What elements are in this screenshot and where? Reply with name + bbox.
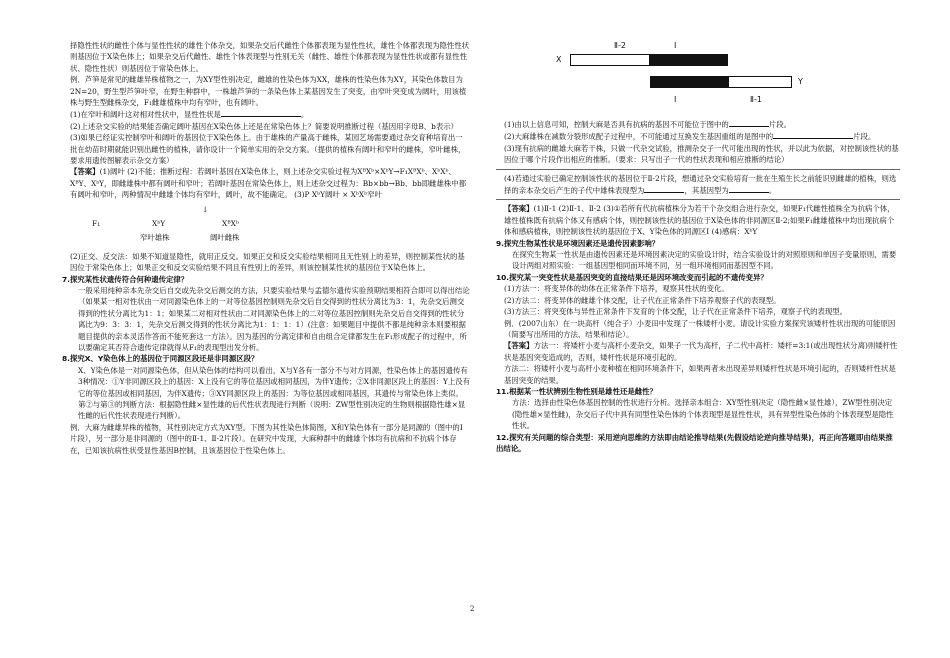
answer-blank bbox=[644, 184, 684, 193]
segment-ii1-label: Ⅱ-1 bbox=[750, 95, 762, 104]
question-1: (1)在窄叶和阔叶这对相对性状中，显性性状是 。 bbox=[70, 110, 309, 120]
x-chromosome-ii2-segment bbox=[570, 54, 650, 66]
answer-blank bbox=[729, 118, 769, 127]
f1-genotype-female: XᴮXᵇ bbox=[222, 218, 239, 228]
segment-i-top-label: I bbox=[674, 41, 677, 50]
answer-blank bbox=[773, 130, 853, 139]
answer-blank bbox=[221, 108, 301, 117]
question-1: (1)由以上信息可知，控制大麻是否具有抗病的基因不可能位于图中的 片段。 bbox=[504, 120, 791, 129]
divider bbox=[496, 169, 900, 170]
example-question-2: 例．大麻为雌雄异株的植物，其性别决定方式为XY型。下图为其性染色体简图，X和Y染色体有一部分是同源的（图中的I片段），另一部分是非同源的（图中的Ⅱ-1、Ⅱ-2片段）。在研究中发现，大麻种群中的雌雄个体均有抗病和不抗病个体存在，已知该抗病性状受显性基因B控制，且该基因位于性染色体上。 bbox=[70, 422, 463, 455]
page-number: 2 bbox=[470, 605, 475, 613]
paragraph: (2)正交、反交法：如果不知道显隐性，就用正反交。如果正交和反交实验结果相同且无性别上的差异，则控制某性状的基因位于常染色体上；如果正交和反交实验结果不同且有性别上的差异，则该控制某性状的基因位于X染色体上。 bbox=[70, 251, 465, 273]
cross-arrow: ↓ bbox=[202, 204, 209, 214]
genetic-diagram bbox=[62, 204, 470, 248]
section-10-title: 10.探究某一突变性状是基因突变的直接结果还是因环境改变而引起的不遗传变异？ bbox=[496, 272, 768, 282]
section-11-title: 11.根据某一性状辨别生物性别是雄性还是雌性？ bbox=[496, 386, 657, 396]
section-12-title: 12.探究有关问题的综合类型：采用逆向思维的方法即由结论推导结果(先假设结论逆向推导结果)，再正向答题即由结果推出结论。 bbox=[496, 432, 893, 453]
f1-label: F₁ bbox=[92, 218, 101, 228]
left-column bbox=[62, 40, 470, 456]
answer-block: 【答案】方法一：将矮杆小麦与高杆小麦杂交，如果子一代为高杆，子二代中高杆：矮杆=3:1(或出现性状分离)则矮杆性状是基因突变造成的，否则，矮杆性状是环境引起的。 bbox=[504, 341, 898, 362]
answer-label: 【答案】 bbox=[70, 167, 100, 177]
chromosome-diagram bbox=[496, 40, 900, 118]
divider bbox=[496, 199, 900, 200]
f1-phenotype-female: 阔叶雌株 bbox=[210, 232, 240, 242]
y-chromosome-ii1-segment bbox=[728, 76, 792, 88]
method-3: (3)方法三：将突变体与异性正常条件下发育的个体交配，让子代在正常条件下培养，观察子代的表现型。 bbox=[504, 307, 848, 317]
question-2: (2)大麻雄株在减数分裂形成配子过程中，不可能通过互换发生基因重组的是图中的 片段。 bbox=[504, 132, 876, 142]
section-7-body: 一般采用纯种亲本先杂交后自交或先杂交后测交的方法，只要实验结果与孟德尔遗传实验预期结果相符合即可以得出结论（如果某一相对性状由一对同源染色体上的一对等位基因控制则先杂交后自交得到的性状分离比为3：1，先杂交后测交得到的性状分离比为1：1；如果某二对相对性状由二对同源染色体上的二对等位基因控制则先杂交后自交得到的性状分离比为9：3：3：1，先杂交后测交得到的性状分离比为1：1：1：1）(注意：如果题目中提供不都是纯种亲本则要根据题目提供的亲本灵活作答而不能死套这一方法）。因为基因的分离定律和自由组合定律都发生在F₁形成配子的过程中，所以要确定其否符合遗传定律就得从F₁的表现型出发分析。 bbox=[78, 285, 470, 352]
y-chromosome-i-segment bbox=[650, 76, 728, 88]
answer-label: 【答案】 bbox=[504, 204, 534, 214]
segment-ii2-label: Ⅱ-2 bbox=[614, 41, 626, 50]
section-7-title: 7.探究某性状遗传符合何种遗传定律？ bbox=[62, 274, 189, 284]
section-11-body: 方法：选择由性染色体基因控制的性状进行分析。选择亲本组合：XY型性别决定（隐性雌×显性雄），ZW型性别决定(隐性雄×显性雌)，杂交后子代中具有同型性染色体的个体表现型是显性性状，具有异型性染色体的个体表现型是隐性性状。 bbox=[512, 398, 894, 431]
answer-method-2: 方法二：将矮杆小麦与高杆小麦种植在相同环境条件下，如果两者未出现差异则矮杆性状是环境引起的，否则矮杆性状是基因突变的结果。 bbox=[504, 364, 896, 385]
y-chromosome-label: Y bbox=[798, 77, 803, 86]
method-1: (1)方法一：将变异体的幼体在正常条件下培养，观察其性状的变化。 bbox=[504, 284, 729, 294]
x-chromosome-i-segment bbox=[650, 54, 728, 66]
question-2: (2)上述杂交实验的结果能否确定阔叶基因在X染色体上还是在常染色体上？简要说明推断过程（基因用字母B、b表示） bbox=[70, 121, 459, 131]
section-8-title: 8.探究X、Y染色体上的基因位于同源区段还是非同源区段？ bbox=[62, 354, 259, 364]
section-9-body: 在探究生物某一性状是由遗传因素还是环境因素决定的实验设计时，结合实验设计的对照原则和单因子变量原则，需要设计两组对照实验：一组基因型相同而环境不同，另一组环境相同而基因型不同。 bbox=[512, 250, 897, 271]
question-3: (3)现有抗病的雌雄大麻若干株，只做一代杂交试验，推测杂交子一代可能出现的性状，并以此为依据，对控制该性状的基因位于哪个片段作出相应的推断。（要求：只写出子一代的性状表现和相应推断的结论） bbox=[504, 143, 899, 165]
answer-blank bbox=[729, 184, 769, 193]
paragraph: 择隐性性状的雌性个体与显性性状的雄性个体杂交，如果杂交后代雌性个体都表现为显性性状，雄性个体都表现为隐性性状则基因位于X染色体上；如果杂交后代雌性、雄性个体表现型与性别无关（雌性、雄性个体都表现为显性性状或都有显性性状、隐性性状）则基因位于常染色体上。 bbox=[70, 41, 470, 73]
question-4: (4)若通过实验已确定控制该性状的基因位于Ⅱ-2片段，想通过杂交实验培育一批在生殖生长之前能识别雌雄的植株，则选择的亲本杂交后产生的子代中雄株表现型为 ，其基因型为 。 bbox=[504, 173, 897, 196]
section-8-body: X、Y染色体是一对同源染色体，但从染色体的结构可以看出，X与Y各有一部分不与对方同源，性染色体上的基因遗传有3种情况：①Y非同源区段上的基因：X上没有它的等位基因或相同基因，为伴Y遗传；②X非同源区段上的基因：Y上没有它的等位基因或相同基因，为伴X遗传；③XY同源区段上的基因：为等位基因或相同基因，其遗传与常染色体上类似。第②与第③的判断方法：根据隐性雌×显性雄的后代性状表现进行判断（说明：ZW型性别决定的生物则根据隐性雄×显性雌的后代性状表现进行判断）。 bbox=[78, 365, 471, 421]
section-9-title: 9.探究生物某性状是环境因素还是遗传因素影响？ bbox=[496, 238, 660, 248]
question-3: (3)如果已经证实控制窄叶和阔叶的基因位于X染色体上。由于雄株的产量高于雌株，某园艺场需要通过杂交育种培育出一批在幼苗时期就能识别出雌性的植株，请你设计一个简单实用的杂交方案。（提供的植株有阔叶和窄叶的雌株，窄叶雌株，要求用遗传图解表示杂交方案） bbox=[70, 133, 466, 166]
f1-genotype-male: XᵇY bbox=[152, 218, 166, 228]
example-question-3: 例．(2007山东）在一块高杆（纯合子）小麦田中发现了一株矮杆小麦。请设计实验方案探究该矮杆性状出现的可能原因（简要写出所用的方法、结果和结论）。 bbox=[504, 318, 896, 339]
answer-label: 【答案】 bbox=[504, 341, 534, 351]
right-column bbox=[496, 40, 900, 454]
answer-block: 【答案】(1)阔叶 (2)不能；推断过程：若阔叶基因在X染色体上，则上述杂交实验过程为XᴮXᵇ×XᵇY→F₁XᴮXᵇ、XᵇXᵇ、XᴮY、XᵇY，即雌雄株中都有阔叶和窄叶；若阔叶基因在常染色体上，则上述杂交过程为：Bb×bb→Bb、bb即雌雄株中都有阔叶和窄叶，两种情况中雌雄个体均有窄叶，阔叶，故不能确定。 (3)P XᵇY阔叶 × XᵇXᵇ窄叶 bbox=[70, 167, 467, 200]
answer-block: 【答案】(1)Ⅱ-1 (2)Ⅱ-1、Ⅱ-2 (3)①若所有代抗病植株分为若干个杂交组合进行杂交，如果F₁代雌性植株全为抗病个体，雄性植株既有抗病个体又有感病个体，则控制该性状的基因位于X染色体的非同源区Ⅱ-2;如果F₁雌雄植株中均出现抗病个体和感病植株，则控制该性状的基因位于X、Y染色体的同源区Ⅰ (4)感病：XᵇY bbox=[504, 204, 895, 237]
x-chromosome-label: X bbox=[556, 55, 562, 64]
f1-phenotype-male: 窄叶雄株 bbox=[140, 232, 170, 242]
segment-i-bottom-label: I bbox=[674, 95, 677, 104]
method-2: (2)方法二：将变异体的雌雄个体交配，让子代在正常条件下培养观察子代的表现型。 bbox=[504, 295, 781, 305]
example-question: 例．芦笋是常见的雌雄异株植物之一，为XY型性别决定，雌雄的性染色体为XX，雄株的性染色体为XY，其染色体数目为2N=20，野生型芦笋叶窄，在野生种群中，一株雄芦笋的一条染色体上某基因发生了突变，由窄叶突变成为阔叶，用该植株与野生型雌株杂交，F₁雌雄植株中均有窄叶，也有阔叶。 bbox=[70, 75, 467, 108]
